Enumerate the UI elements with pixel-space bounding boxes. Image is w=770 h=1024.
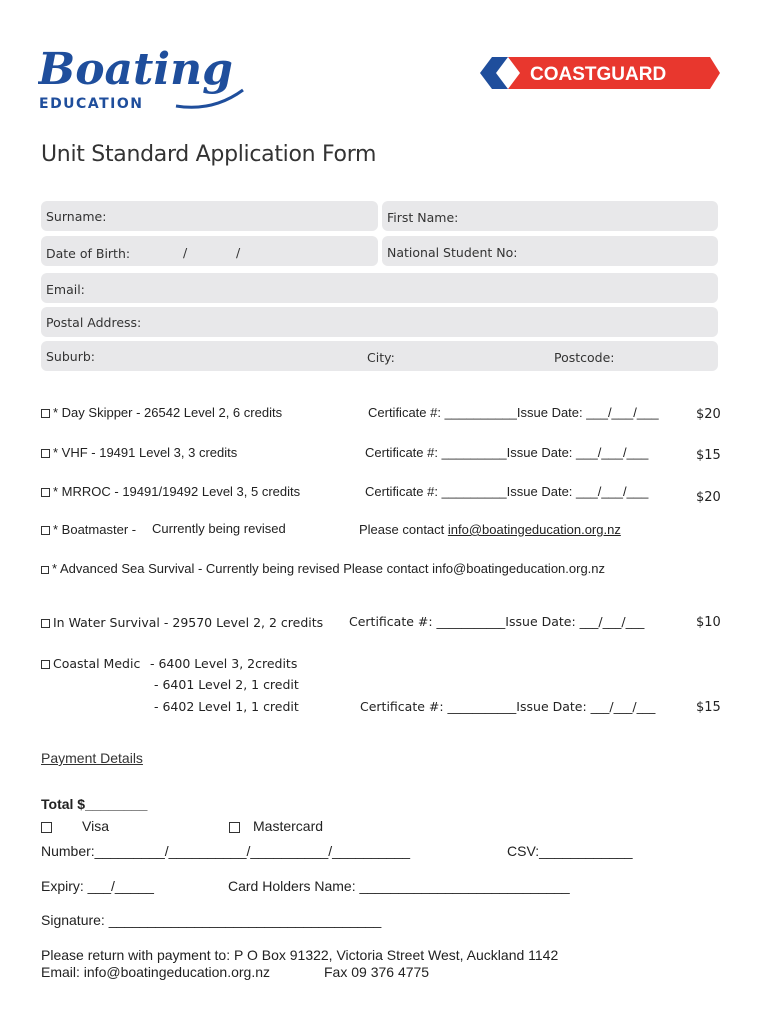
email-label: Email: xyxy=(46,282,85,297)
certificate-line[interactable]: Certificate #: _________Issue Date: ___/___/___ xyxy=(365,445,649,460)
dob-label: Date of Birth: xyxy=(46,246,131,261)
boating-education-logo xyxy=(38,40,253,115)
course-day-skipper xyxy=(41,405,282,420)
education-wordmark: EDUCATION xyxy=(39,96,144,112)
mastercard-option[interactable] xyxy=(229,818,323,834)
course-advanced-sea-survival xyxy=(41,561,605,576)
visa-option[interactable] xyxy=(41,818,109,834)
page-title: Unit Standard Application Form xyxy=(41,142,377,167)
postal-address-label: Postal Address: xyxy=(46,315,142,330)
boating-wordmark: Boating xyxy=(38,44,233,95)
checkbox[interactable] xyxy=(41,526,50,535)
course-label: Coastal Medic xyxy=(53,656,141,671)
coastal-medic-unit: - 6401 Level 2, 1 credit xyxy=(154,677,299,692)
checkbox[interactable] xyxy=(41,619,50,628)
checkbox[interactable] xyxy=(41,822,52,833)
card-holder-name-field[interactable]: Card Holders Name: ___________________________ xyxy=(228,878,570,894)
course-coastal-medic xyxy=(41,656,140,671)
total-field[interactable]: Total $________ xyxy=(41,796,148,812)
checkbox[interactable] xyxy=(229,822,240,833)
course-boatmaster xyxy=(41,522,136,537)
course-label: * MRROC - 19491/19492 Level 3, 5 credits xyxy=(53,484,301,499)
course-label: In Water Survival - 29570 Level 2, 2 credits xyxy=(53,615,324,630)
course-vhf xyxy=(41,445,237,460)
certificate-line[interactable]: Certificate #: ___________Issue Date: ___/___/___ xyxy=(349,614,645,629)
visa-label: Visa xyxy=(82,818,109,834)
first-name-label: First Name: xyxy=(387,210,459,225)
certificate-line[interactable]: Certificate #: __________Issue Date: ___/___/___ xyxy=(368,405,659,420)
checkbox[interactable] xyxy=(41,488,50,497)
dob-separator: / xyxy=(183,245,188,260)
return-address: Please return with payment to: P O Box 91322, Victoria Street West, Auckland 1142 xyxy=(41,947,559,963)
csv-field[interactable]: CSV:____________ xyxy=(507,843,633,859)
surname-label: Surname: xyxy=(46,209,107,224)
course-price: $20 xyxy=(696,490,721,505)
course-price: $15 xyxy=(696,448,721,463)
course-price: $20 xyxy=(696,407,721,422)
payment-details-heading: Payment Details xyxy=(41,750,143,766)
checkbox[interactable] xyxy=(41,566,49,574)
course-label: * VHF - 19491 Level 3, 3 credits xyxy=(53,445,238,460)
certificate-line[interactable]: Certificate #: ___________Issue Date: ___/___/___ xyxy=(360,699,656,714)
certificate-line[interactable]: Certificate #: _________Issue Date: ___/___/___ xyxy=(365,484,649,499)
course-in-water-survival xyxy=(41,615,323,630)
course-label: * Advanced Sea Survival - Currently being revised Please contact info@boatingeducation.org.nz xyxy=(52,561,606,576)
coastguard-wordmark: COASTGUARD xyxy=(530,64,667,85)
course-label: * Day Skipper - 26542 Level 2, 6 credits xyxy=(53,405,283,420)
course-label: * Boatmaster - xyxy=(53,522,137,537)
city-label: City: xyxy=(367,350,395,365)
mastercard-label: Mastercard xyxy=(253,818,324,834)
boatmaster-note: Currently being revised xyxy=(152,521,286,536)
expiry-field[interactable]: Expiry: ___/_____ xyxy=(41,878,154,894)
contact-fax: Fax 09 376 4775 xyxy=(324,964,430,980)
contact-email-link[interactable]: info@boatingeducation.org.nz xyxy=(447,522,621,537)
postal-address-field[interactable] xyxy=(41,307,718,337)
postcode-label: Postcode: xyxy=(554,350,615,365)
course-price: $15 xyxy=(696,700,721,715)
contact-prefix: Please contact xyxy=(359,522,448,537)
contact-email: Email: info@boatingeducation.org.nz xyxy=(41,964,271,980)
email-field[interactable] xyxy=(41,273,718,303)
signature-field[interactable]: Signature: ___________________________________ xyxy=(41,912,382,928)
course-price: $10 xyxy=(696,615,721,630)
course-mrroc xyxy=(41,484,300,499)
coastal-medic-unit: - 6400 Level 3, 2credits xyxy=(150,656,298,671)
checkbox[interactable] xyxy=(41,409,50,418)
card-number-field[interactable]: Number:_________/__________/__________/__________ xyxy=(41,843,411,859)
national-student-no-label: National Student No: xyxy=(387,245,518,260)
chevron-icon xyxy=(480,57,508,89)
dob-separator: / xyxy=(236,245,241,260)
coastguard-logo xyxy=(478,57,720,89)
coastal-medic-unit: - 6402 Level 1, 1 credit xyxy=(154,699,299,714)
checkbox[interactable] xyxy=(41,449,50,458)
suburb-label: Suburb: xyxy=(46,349,95,364)
boatmaster-contact xyxy=(359,522,621,537)
checkbox[interactable] xyxy=(41,660,50,669)
boating-logo-graphic xyxy=(38,40,253,115)
coastguard-logo-graphic xyxy=(478,57,720,89)
